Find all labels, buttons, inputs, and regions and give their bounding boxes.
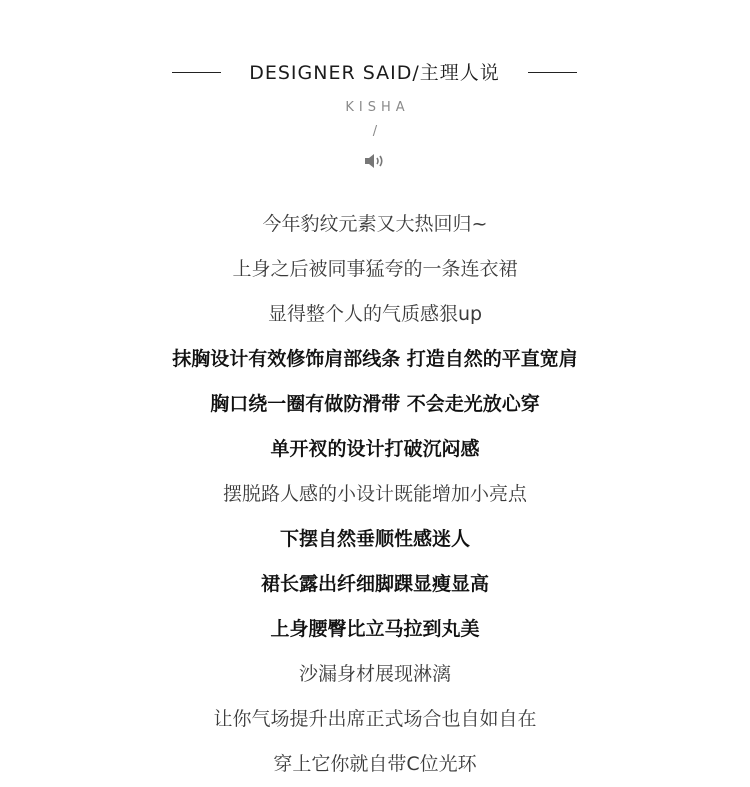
description-line: 显得整个人的气质感狠up — [267, 303, 483, 325]
author-name: KISHA — [345, 100, 410, 115]
header-divider-right — [528, 72, 577, 73]
description-line: 上身腰臀比立马拉到丸美 — [270, 618, 480, 640]
speaker-icon[interactable] — [363, 151, 387, 171]
section-header — [0, 58, 750, 88]
description-line: 胸口绕一圈有做防滑带 不会走光放心穿 — [210, 393, 540, 415]
description-line: 上身之后被同事猛夸的一条连衣裙 — [232, 258, 518, 280]
description-text — [0, 202, 750, 787]
section-title: DESIGNER SAID/主理人说 — [249, 62, 500, 84]
description-line: 裙长露出纤细脚踝显瘦显高 — [260, 573, 489, 595]
header-divider-left — [172, 72, 221, 73]
description-line: 单开衩的设计打破沉闷感 — [270, 438, 480, 460]
author-divider: / — [372, 124, 378, 139]
description-line: 下摆自然垂顺性感迷人 — [279, 528, 470, 550]
description-line: 抹胸设计有效修饰肩部线条 打造自然的平直宽肩 — [172, 348, 578, 370]
description-line: 今年豹纹元素又大热回归~ — [262, 213, 488, 235]
description-line: 摆脱路人感的小设计既能增加小亮点 — [222, 483, 527, 505]
description-line: 沙漏身材展现淋漓 — [298, 663, 451, 685]
description-line: 穿上它你就自带C位光环 — [273, 753, 477, 775]
description-line: 让你气场提升出席正式场合也自如自在 — [213, 708, 537, 730]
